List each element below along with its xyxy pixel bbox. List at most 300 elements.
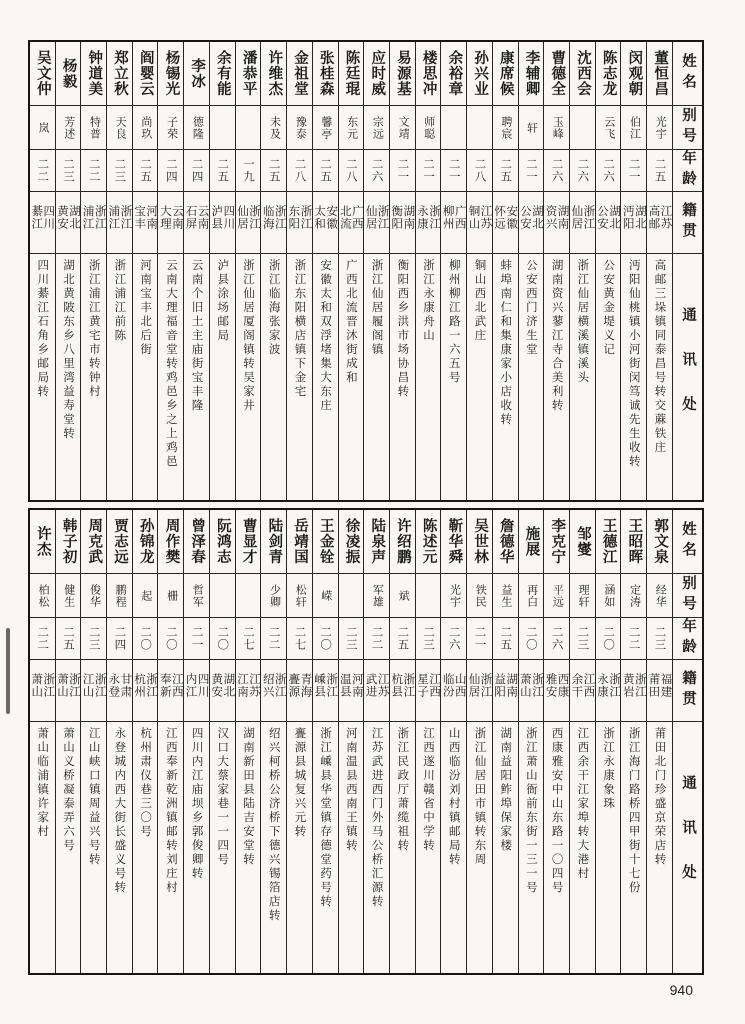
entry-origin-text: 江苏高邮 (647, 204, 672, 230)
entry-age-cell (30, 150, 55, 192)
entry-age-cell (493, 150, 518, 192)
entry-alias-cell (621, 574, 646, 618)
entry-alias-cell (261, 574, 286, 618)
entry-age-cell (133, 150, 158, 192)
entry-origin-text: 河南温县 (338, 672, 363, 698)
entry-age-text: 二五 (267, 158, 280, 183)
entry-alias-cell (647, 106, 672, 150)
entry-name-cell (133, 42, 158, 106)
entry-origin-text: 湖北黄安 (210, 672, 235, 698)
entry-address-cell (81, 254, 106, 500)
entry-name-text: 陈志龙 (600, 50, 617, 97)
entry-origin-text: 江苏江南 (235, 672, 261, 698)
entry-age-text: 二四 (190, 158, 203, 183)
entry-address-text: 河南宝丰北后街 (139, 259, 152, 357)
entry-column-詹德华 (493, 510, 519, 973)
entry-address-text: 浙江浦江黄宅市转钟村 (87, 259, 100, 399)
entry-column-闵观朝 (621, 42, 647, 500)
entry-address-cell (30, 722, 55, 973)
entry-age-cell (493, 618, 518, 660)
entry-alias-cell (467, 574, 492, 618)
entry-column-岳靖国 (287, 510, 313, 973)
entry-name-cell (647, 510, 672, 574)
entry-name-text: 吴文仲 (34, 50, 51, 97)
entry-name-cell (416, 42, 441, 106)
entry-origin-text: 广西柳州 (441, 204, 466, 230)
entry-name-cell (570, 42, 595, 106)
entry-column-许维杰 (261, 42, 287, 500)
entry-origin-cell (570, 192, 595, 254)
entry-origin-text: 浙江嵊县 (313, 672, 338, 698)
entry-address-cell (107, 254, 132, 500)
entry-alias-cell (544, 106, 569, 150)
entry-column-董恒昌 (647, 42, 673, 500)
entry-name-cell (339, 510, 364, 574)
entry-name-cell (107, 42, 132, 106)
entry-origin-text: 河南宝丰 (133, 204, 158, 230)
entry-address-cell (158, 722, 183, 973)
directory-table-bottom (28, 508, 704, 975)
entry-address-text: 江苏武进西门外马公桥汇源转 (370, 727, 383, 909)
entry-address-cell (313, 254, 338, 500)
entry-alias-text: 聘宸 (499, 115, 512, 140)
header-age-cell (673, 150, 702, 192)
entry-origin-text: 福建莆田 (647, 672, 672, 698)
entry-age-cell (416, 150, 441, 192)
header-name-text: 姓名 (680, 521, 697, 562)
entry-address-cell (390, 254, 415, 500)
entry-origin-cell (596, 192, 621, 254)
entry-origin-text: 湖南资兴 (544, 204, 569, 230)
entry-origin-cell (596, 660, 621, 722)
entry-name-cell (81, 42, 106, 106)
header-name-cell (673, 510, 702, 574)
entry-address-text: 公安西门济生堂 (524, 259, 537, 357)
header-origin-text: 籍贯 (680, 202, 697, 243)
entry-origin-text: 浙江萧山 (518, 672, 543, 698)
entry-age-cell (621, 618, 646, 660)
entry-address-cell (313, 722, 338, 973)
entry-address-text: 衡阳西乡洪市场协昌转 (396, 259, 409, 399)
entry-column-阎婴云 (133, 42, 159, 500)
entry-origin-cell (339, 192, 364, 254)
entry-alias-text: 光宇 (448, 583, 461, 608)
entry-age-cell (621, 150, 646, 192)
entry-age-cell (313, 150, 338, 192)
entry-alias-text: 尚玖 (139, 115, 152, 140)
entry-age-text: 二五 (396, 626, 409, 651)
entry-alias-cell (519, 106, 544, 150)
entry-address-cell (390, 722, 415, 973)
entry-origin-cell (313, 192, 338, 254)
entry-name-text: 闵观朝 (626, 50, 643, 97)
entry-address-cell (647, 254, 672, 500)
entry-column-许杰 (30, 510, 56, 973)
entry-age-cell (261, 150, 286, 192)
entry-column-陈述元 (416, 510, 442, 973)
entry-alias-cell (467, 106, 492, 150)
entry-alias-text: 斌 (397, 589, 410, 602)
entry-age-cell (81, 618, 106, 660)
entry-origin-text: 浙江永康 (596, 672, 621, 698)
entry-name-cell (261, 42, 286, 106)
entry-origin-text: 湖南衡阳 (390, 204, 415, 230)
entry-name-cell (467, 510, 492, 574)
entry-origin-cell (647, 660, 672, 722)
entry-age-text: 二〇 (319, 626, 332, 651)
entry-age-cell (210, 618, 235, 660)
directory-table-top (28, 40, 704, 502)
entry-address-text: 浙江仙居田市镇转东周 (473, 727, 486, 867)
entry-alias-text: 馨亭 (319, 115, 332, 140)
entry-origin-text: 浙江萧山 (55, 672, 81, 698)
entry-age-cell (133, 618, 158, 660)
entry-name-text: 杨毅 (60, 58, 77, 89)
entry-alias-text: 栅 (165, 589, 178, 602)
entry-age-cell (647, 618, 672, 660)
entry-alias-text: 轩 (525, 121, 538, 134)
entry-age-text: 二八 (293, 158, 306, 183)
entry-alias-cell (519, 574, 544, 618)
entry-address-cell (596, 722, 621, 973)
entry-address-text: 泸县涂场邮局 (216, 259, 229, 343)
entry-address-cell (158, 254, 183, 500)
entry-origin-text: 青海亹源 (287, 672, 312, 698)
entry-column-许绍鹏 (390, 510, 416, 973)
entry-address-cell (210, 722, 235, 973)
entry-name-text: 王德江 (600, 518, 617, 565)
entry-name-cell (236, 510, 261, 574)
entry-origin-cell (519, 192, 544, 254)
entry-alias-cell (416, 106, 441, 150)
entry-address-cell (647, 722, 672, 973)
header-address-text: 通讯处 (680, 307, 697, 441)
entry-name-text: 许维杰 (266, 50, 283, 97)
entry-origin-cell (261, 192, 286, 254)
entry-age-text: 二〇 (524, 626, 537, 651)
entry-column-孙兴业 (467, 42, 493, 500)
entry-address-text: 莆田北门珍盛京荣店转 (653, 727, 666, 867)
entry-alias-cell (647, 574, 672, 618)
header-address-cell (673, 254, 702, 500)
entry-address-cell (184, 722, 209, 973)
entry-origin-cell (133, 660, 158, 722)
entry-origin-cell (107, 192, 132, 254)
entry-age-cell (210, 150, 235, 192)
entry-origin-text: 浙江永康 (416, 204, 441, 230)
entry-alias-text: 东元 (345, 115, 358, 140)
entry-name-text: 施展 (523, 526, 540, 557)
entry-name-cell (158, 510, 183, 574)
entry-origin-cell (184, 660, 209, 722)
entry-address-text: 浙江永康象珠 (602, 727, 615, 811)
entry-name-cell (621, 42, 646, 106)
entry-name-cell (30, 42, 55, 106)
entry-alias-cell (81, 106, 106, 150)
entry-origin-cell (107, 660, 132, 722)
entry-age-cell (313, 618, 338, 660)
entry-address-text: 云南个旧土主庙街宝丰隆 (190, 259, 203, 413)
entry-origin-text: 浙江东阳 (287, 204, 312, 230)
entry-origin-cell (544, 192, 569, 254)
entry-origin-text: 四川泸县 (210, 204, 235, 230)
entry-alias-text: 宗远 (371, 115, 384, 140)
entry-address-text: 云南大理福音堂转鸡邑乡之上鸡邑 (164, 259, 177, 469)
entry-origin-text: 江西余干 (570, 672, 595, 698)
entry-address-cell (364, 722, 389, 973)
entry-alias-cell (570, 106, 595, 150)
entry-name-text: 沈西会 (574, 50, 591, 97)
entry-age-text: 二七 (293, 626, 306, 651)
page-number: 940 (669, 982, 693, 998)
entry-column-陈志龙 (596, 42, 622, 500)
entry-origin-text: 湖南益阳 (493, 672, 518, 698)
entry-alias-cell (287, 106, 312, 150)
entry-name-cell (287, 42, 312, 106)
entry-origin-cell (467, 192, 492, 254)
entry-age-text: 二八 (473, 158, 486, 183)
entry-age-cell (287, 618, 312, 660)
entry-address-cell (519, 254, 544, 500)
entry-name-text: 周克武 (86, 518, 103, 565)
entry-address-text: 浙江永康舟山 (422, 259, 435, 343)
entry-column-陆剑青 (261, 510, 287, 973)
entry-name-text: 余裕章 (446, 50, 463, 97)
entry-alias-cell (596, 106, 621, 150)
entry-alias-cell (210, 574, 235, 618)
entry-column-孙锦龙 (133, 510, 159, 973)
entry-age-cell (107, 618, 132, 660)
entry-column-楼思冲 (416, 42, 442, 500)
entry-alias-cell (107, 574, 132, 618)
entry-origin-cell (416, 660, 441, 722)
entry-address-cell (596, 254, 621, 500)
entry-origin-cell (56, 660, 81, 722)
entry-name-text: 许绍鹏 (394, 518, 411, 565)
entry-address-text: 浙江浦江前陈 (113, 259, 126, 343)
entry-origin-text: 湖北黄安 (55, 204, 81, 230)
entry-column-韩子初 (56, 510, 82, 973)
entry-origin-text: 西康雅安 (544, 672, 569, 698)
entry-name-text: 李辅卿 (523, 50, 540, 97)
entry-alias-cell (313, 106, 338, 150)
entry-age-cell (570, 618, 595, 660)
entry-name-text: 余有能 (214, 50, 231, 97)
entry-alias-text: 子荣 (165, 115, 178, 140)
entry-age-text: 二三 (422, 626, 435, 651)
entry-age-cell (467, 150, 492, 192)
entry-column-曹德全 (544, 42, 570, 500)
entry-origin-text: 四川内江 (184, 672, 209, 698)
entry-alias-cell (493, 574, 518, 618)
entry-address-text: 公安黄金堤义记 (602, 259, 615, 357)
entry-origin-text: 浙江浦江 (81, 204, 106, 230)
entry-origin-cell (184, 192, 209, 254)
entry-name-text: 郑立秋 (112, 50, 128, 97)
entry-name-cell (390, 510, 415, 574)
entry-alias-text: 光宇 (654, 115, 667, 140)
entry-column-潘恭平 (236, 42, 262, 500)
entry-name-cell (416, 510, 441, 574)
entry-age-text: 二二 (36, 626, 49, 651)
entry-address-cell (570, 722, 595, 973)
entry-name-text: 曹显才 (240, 518, 257, 565)
entry-alias-text: 柏松 (37, 583, 49, 608)
entry-age-cell (184, 150, 209, 192)
entry-alias-cell (133, 106, 158, 150)
entry-alias-cell (441, 574, 466, 618)
entry-column-张桂森 (313, 42, 339, 500)
entry-age-cell (56, 150, 81, 192)
entry-age-text: 二一 (524, 158, 537, 183)
entry-address-text: 浙江临海张家波 (267, 259, 280, 357)
entry-address-text: 四川綦江石角乡邮局转 (36, 259, 49, 399)
entry-address-text: 江西余干江家埠转大港村 (576, 727, 589, 881)
entry-origin-text: 浙江绍兴 (261, 672, 286, 698)
entry-alias-cell (364, 106, 389, 150)
entry-age-text: 二一 (396, 158, 409, 183)
entry-origin-cell (81, 660, 106, 722)
entry-alias-cell (339, 106, 364, 150)
entry-name-cell (287, 510, 312, 574)
entry-age-text: 二〇 (139, 626, 152, 651)
entry-age-text: 二六 (447, 626, 460, 651)
entry-address-cell (236, 722, 261, 973)
entry-name-text: 贾志远 (112, 518, 128, 565)
entry-age-text: 二二 (370, 626, 383, 651)
entry-origin-cell (287, 660, 312, 722)
entry-name-text: 王昭晖 (626, 518, 643, 565)
entry-name-text: 陈廷琨 (343, 50, 360, 97)
entry-age-cell (519, 150, 544, 192)
entry-origin-cell (210, 660, 235, 722)
entry-age-text: 二一 (627, 158, 640, 183)
entry-address-cell (236, 254, 261, 500)
entry-origin-text: 浙江仙居 (364, 204, 389, 230)
entry-origin-cell (158, 660, 183, 722)
entry-origin-text: 浙江黄岩 (621, 672, 646, 698)
entry-column-阮鸿志 (210, 510, 236, 973)
entry-column-康席候 (493, 42, 519, 500)
entry-alias-cell (493, 106, 518, 150)
entry-origin-text: 广西北流 (338, 204, 363, 230)
entry-age-text: 二三 (61, 158, 74, 183)
entry-address-text: 浙江仙居厦阁镇转吴家井 (242, 259, 255, 413)
entry-column-钟道美 (81, 42, 107, 500)
entry-age-text: 一九 (242, 158, 255, 183)
entry-origin-text: 甘肃永登 (107, 672, 132, 698)
entry-origin-cell (313, 660, 338, 722)
entry-name-cell (30, 510, 55, 574)
entry-origin-cell (621, 660, 646, 722)
entry-address-cell (287, 722, 312, 973)
entry-address-text: 江西奉新乾洲镇邮转刘庄村 (164, 727, 177, 895)
entry-origin-text: 云南石屏 (184, 204, 209, 230)
entry-column-徐凌振 (339, 510, 365, 973)
entry-column-李冰 (184, 42, 210, 500)
entry-alias-text: 涵如 (602, 583, 615, 608)
entry-alias-cell (236, 574, 261, 618)
entry-age-text: 二一 (447, 158, 460, 183)
header-origin-cell (673, 660, 702, 722)
entry-age-text: 二〇 (602, 626, 615, 651)
entry-age-cell (236, 150, 261, 192)
entry-age-text: 二五 (499, 158, 512, 183)
entry-name-cell (107, 510, 132, 574)
entry-alias-text: 益生 (499, 583, 512, 608)
entry-alias-text: 哲军 (191, 583, 204, 608)
entry-name-text: 孙锦龙 (137, 518, 154, 565)
entry-address-cell (133, 254, 158, 500)
entry-name-text: 金祖堂 (292, 50, 309, 97)
entry-origin-text: 浙江仙居 (467, 672, 492, 698)
header-age-text: 年龄 (680, 150, 697, 191)
entry-age-cell (570, 150, 595, 192)
entry-origin-text: 浙江临海 (261, 204, 286, 230)
entry-age-cell (339, 618, 364, 660)
entry-origin-text: 江西奉新 (158, 672, 183, 698)
entry-origin-cell (133, 192, 158, 254)
entry-alias-text: 伯江 (628, 115, 641, 140)
entry-name-cell (441, 42, 466, 106)
entry-column-郑立秋 (107, 42, 133, 500)
entry-age-cell (30, 618, 55, 660)
entry-address-text: 绍兴柯桥公济桥下德兴锡箔店转 (267, 727, 280, 923)
entry-name-cell (441, 510, 466, 574)
entry-name-text: 杨锡光 (163, 50, 180, 97)
entry-origin-cell (56, 192, 81, 254)
entry-name-cell (493, 42, 518, 106)
entry-origin-text: 湖北公安 (518, 204, 543, 230)
entry-age-text: 二二 (87, 158, 100, 183)
entry-origin-text: 浙江杭县 (390, 672, 415, 698)
entry-name-text: 李冰 (189, 58, 206, 89)
entry-column-王金铨 (313, 510, 339, 973)
entry-address-cell (261, 722, 286, 973)
entry-alias-text: 未及 (268, 115, 281, 140)
entry-alias-cell (133, 574, 158, 618)
entry-alias-text: 再白 (525, 583, 538, 608)
entry-age-text: 二五 (61, 626, 74, 651)
entry-name-cell (544, 42, 569, 106)
header-alias-text: 别号 (680, 575, 697, 616)
entry-origin-text: 江苏武进 (364, 672, 389, 698)
entry-address-text: 湖南资兴蓼江寺合美利转 (550, 259, 563, 413)
entry-origin-cell (621, 192, 646, 254)
entry-column-施展 (519, 510, 545, 973)
entry-age-text: 二四 (113, 626, 126, 651)
entry-name-cell (596, 42, 621, 106)
entry-alias-text: 文靖 (397, 115, 410, 140)
header-column (673, 510, 702, 973)
entry-name-text: 岳靖国 (292, 518, 309, 565)
entry-alias-cell (364, 574, 389, 618)
entry-column-吴世林 (467, 510, 493, 973)
entry-age-cell (596, 618, 621, 660)
entry-name-text: 陆泉声 (369, 518, 386, 565)
entry-alias-text: 经华 (654, 583, 667, 608)
entry-name-cell (493, 510, 518, 574)
entry-column-吴文仲 (30, 42, 56, 500)
entry-address-cell (441, 722, 466, 973)
entry-column-郭文泉 (647, 510, 673, 973)
entry-origin-text: 江苏铜山 (467, 204, 492, 230)
entry-column-陈廷琨 (339, 42, 365, 500)
entry-address-text: 浙江东阳横店镇下金宅 (293, 259, 306, 399)
header-origin-text: 籍贯 (680, 670, 697, 711)
entry-alias-text: 健生 (62, 583, 75, 608)
entry-address-cell (30, 254, 55, 500)
